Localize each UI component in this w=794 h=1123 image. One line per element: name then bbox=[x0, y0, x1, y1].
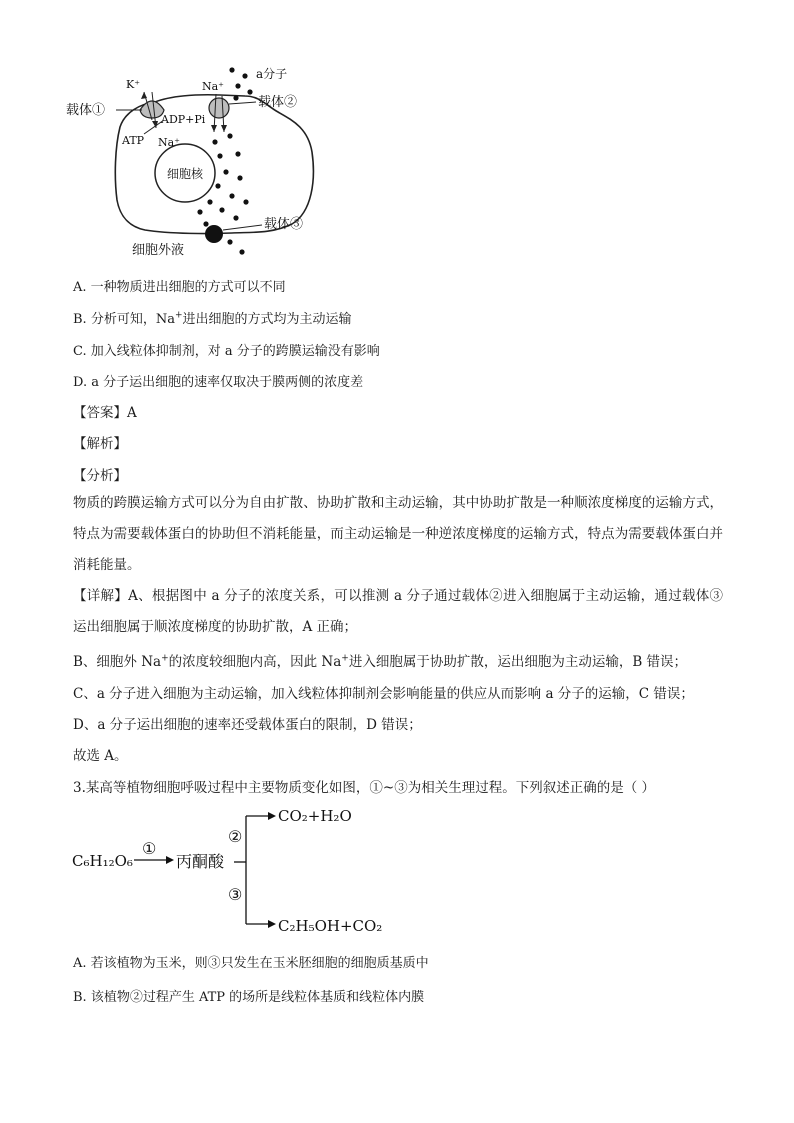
q2-option-d: D. a 分子运出细胞的速率仅取决于膜两侧的浓度差 bbox=[73, 375, 364, 390]
nucleus-label: 细胞核 bbox=[166, 167, 204, 181]
explanation-label: 【解析】 bbox=[73, 436, 127, 452]
cell-transport-diagram bbox=[60, 62, 350, 272]
detail-b bbox=[73, 650, 687, 670]
pyruvate-label: 丙酮酸 bbox=[176, 852, 225, 871]
na-inner-label: Na⁺ bbox=[158, 136, 180, 149]
q2-option-c: C. 加入线粒体抑制剂，对 a 分子的跨膜运输没有影响 bbox=[73, 344, 380, 359]
conclusion: 故选 A。 bbox=[73, 748, 128, 764]
carrier-2-label: 载体② bbox=[258, 95, 298, 110]
carrier-3-pointer bbox=[223, 225, 262, 230]
q3-option-b: B. 该植物②过程产生 ATP 的场所是线粒体基质和线粒体内膜 bbox=[73, 990, 425, 1005]
answer-line bbox=[73, 401, 137, 421]
q2-option-b-suffix: 进出细胞的方式均为主动运输 bbox=[182, 312, 352, 327]
q3-stem: 3.某高等植物细胞呼吸过程中主要物质变化如图，①~③为相关生理过程。下列叙述正确的是（ ） bbox=[73, 780, 655, 796]
detail-a-text: A、根据图中 a 分子的浓度关系，可以推测 a 分子通过载体②进入细胞属于主动运输，通过载体③运出细胞属于顺浓度梯度的协助扩散，A 正确； bbox=[73, 588, 724, 635]
k-ion-label: K⁺ bbox=[126, 78, 141, 91]
na-top-label: Na⁺ bbox=[202, 80, 224, 93]
detail-a bbox=[73, 581, 723, 643]
q2-option-b-sup: + bbox=[174, 310, 183, 321]
respiration-diagram bbox=[70, 800, 400, 942]
detail-b-sup1: + bbox=[161, 653, 169, 664]
analysis-text: 物质的跨膜运输方式可以分为自由扩散、协助扩散和主动运输，其中协助扩散是一种顺浓度梯度的运输方式，特点为需要载体蛋白的协助但不消耗能量，而主动运输是一种逆浓度梯度的运输方式，特点为需要载体蛋白并消耗能量。 bbox=[73, 495, 723, 573]
branch-top-arrowhead bbox=[268, 812, 276, 820]
answer-value: A bbox=[127, 405, 137, 421]
q3-option-a: A. 若该植物为玉米，则③只发生在玉米胚细胞的细胞质基质中 bbox=[73, 956, 429, 971]
analysis-label: 【分析】 bbox=[73, 468, 127, 484]
carrier-3-label: 载体③ bbox=[264, 217, 304, 232]
extracellular-label: 细胞外液 bbox=[132, 243, 185, 258]
branch-bottom-arrowhead bbox=[268, 920, 276, 928]
detail-b-part3: 进入细胞属于协助扩散，运出细胞为主动运输，B 错误； bbox=[348, 654, 688, 670]
carrier-1-label: 载体① bbox=[66, 103, 106, 118]
k-ion-arrowhead bbox=[141, 92, 147, 99]
q2-option-a: A. 一种物质进出细胞的方式可以不同 bbox=[73, 280, 286, 295]
carrier-3 bbox=[205, 225, 223, 243]
aerobic-product: CO₂+H₂O bbox=[278, 807, 352, 825]
anaerobic-product: C₂H₅OH+CO₂ bbox=[278, 917, 383, 935]
step-3-label: ③ bbox=[228, 885, 243, 904]
step-2-label: ② bbox=[228, 827, 243, 846]
a-molecule-label: a分子 bbox=[256, 67, 288, 81]
detail-d: D、a 分子运出细胞的速率还受载体蛋白的限制，D 错误； bbox=[73, 717, 422, 733]
adp-label: ADP+Pi bbox=[161, 113, 206, 126]
step-1-arrowhead bbox=[166, 856, 174, 864]
detail-b-part1: B、细胞外 Na bbox=[73, 654, 162, 670]
atp-label: ATP bbox=[122, 134, 145, 147]
detail-label: 【详解】 bbox=[73, 588, 129, 604]
step-1-label: ① bbox=[142, 839, 157, 858]
a-entry-arrowhead bbox=[221, 125, 227, 132]
detail-b-part2: 的浓度较细胞内高，因此 Na bbox=[168, 654, 342, 670]
glucose-label: C₆H₁₂O₆ bbox=[72, 852, 133, 870]
na-entry-arrowhead bbox=[211, 125, 217, 132]
q2-option-b bbox=[73, 308, 352, 327]
carrier-2-pointer bbox=[229, 102, 256, 104]
detail-b-sup2: + bbox=[341, 653, 349, 664]
answer-label: 【答案】 bbox=[73, 405, 127, 421]
carrier-2 bbox=[209, 98, 229, 118]
q2-option-b-prefix: B. 分析可知，Na bbox=[73, 312, 175, 327]
detail-c: C、a 分子进入细胞为主动运输，加入线粒体抑制剂会影响能量的供应从而影响 a 分子的运输，C 错误； bbox=[73, 686, 694, 702]
